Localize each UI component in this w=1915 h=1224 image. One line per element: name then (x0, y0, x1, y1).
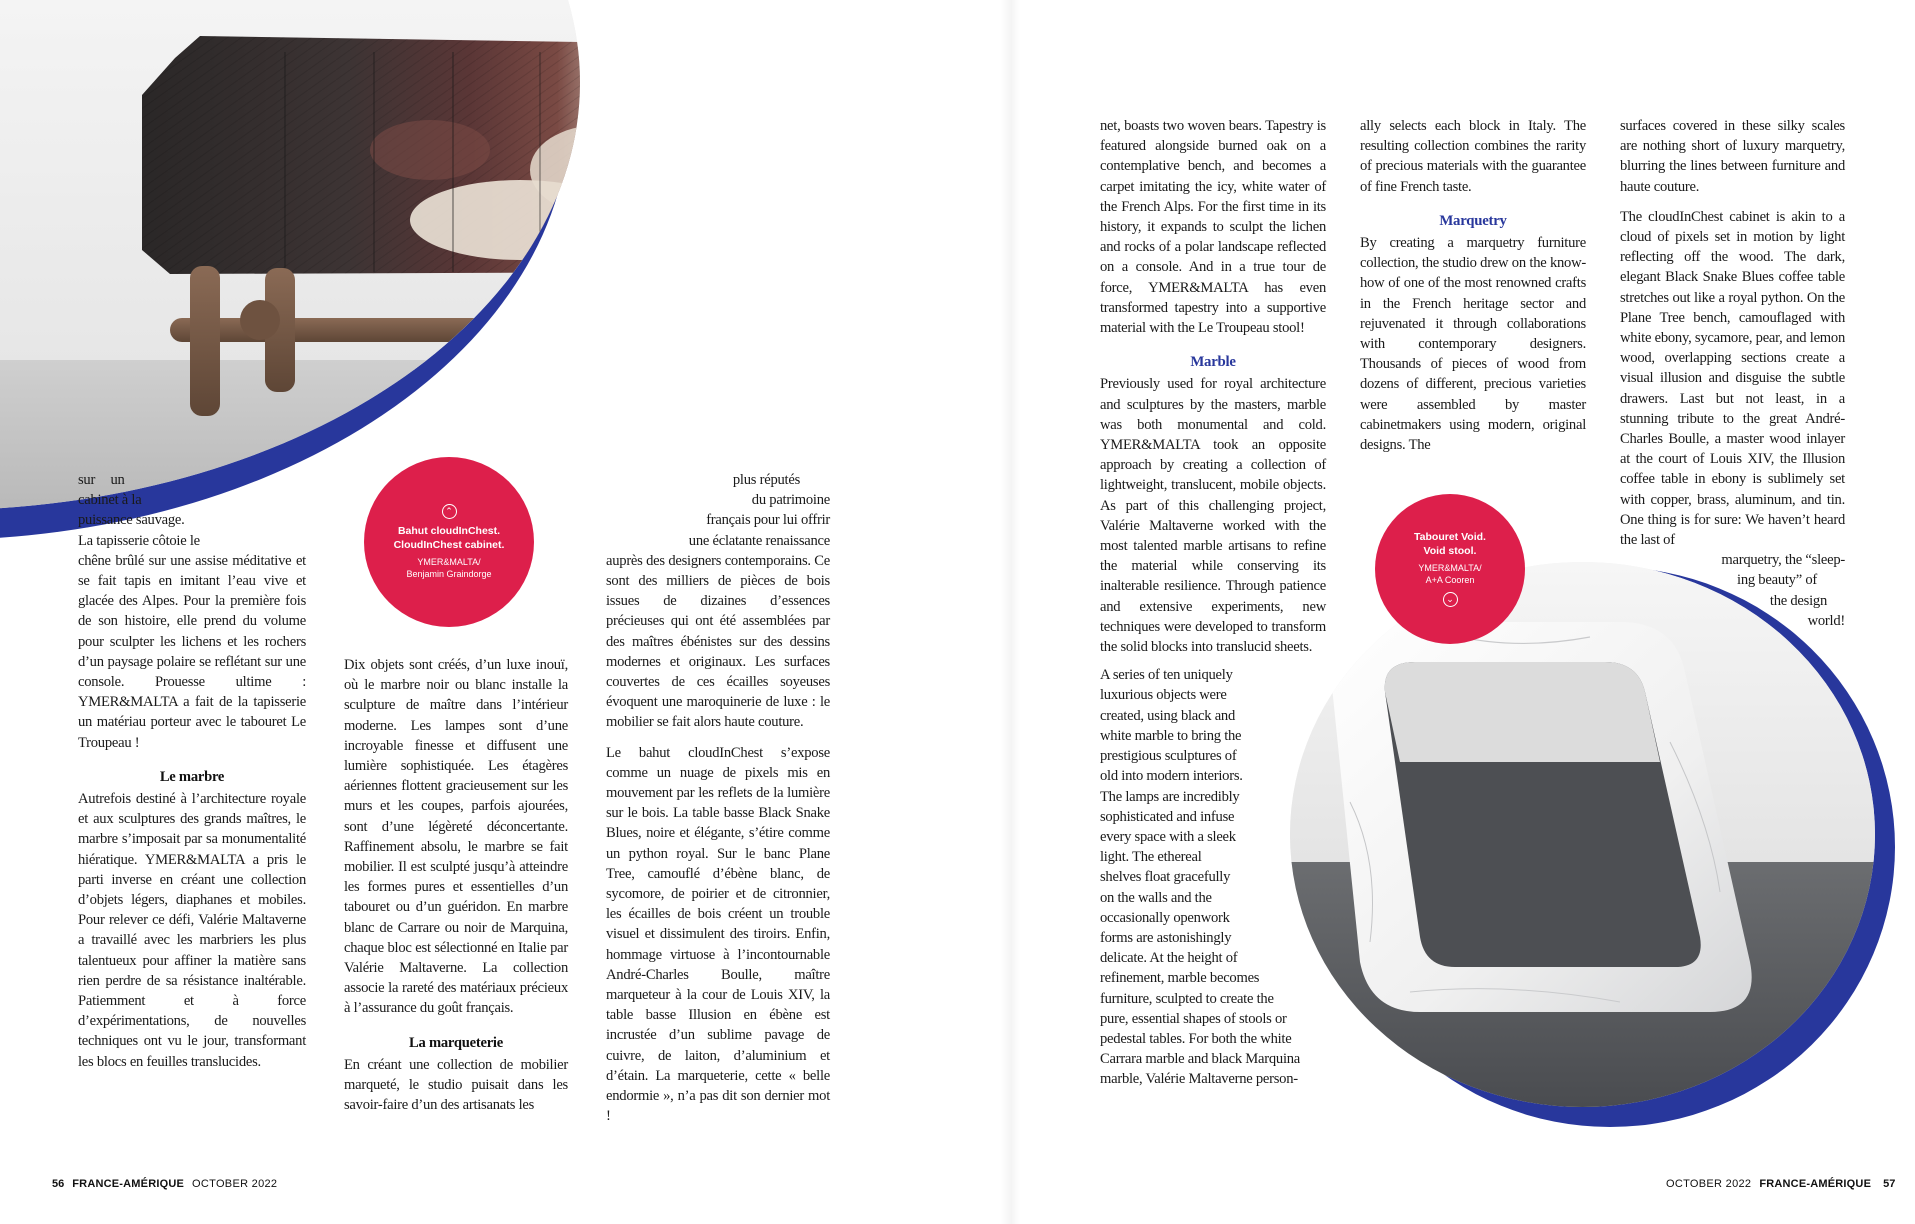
wrap-line: on the walls and the (1100, 889, 1212, 906)
wrap-line: forms are astonishingly (1100, 929, 1232, 946)
gutter-shadow (1000, 0, 1020, 1224)
wrap-line: français pour lui offrir (706, 512, 830, 529)
paragraph: ally selects each block in Italy. The resulting collection combines the rarity of precious materials with the guarantee of fine French taste. (1360, 118, 1586, 195)
wrap-line: La tapisserie côtoie le (78, 532, 200, 549)
en-column-2 (1360, 116, 1586, 455)
wrap-line: puissance sauvage. (78, 512, 185, 529)
fr-column-2 (344, 655, 568, 1115)
wrap-line: pure, essential shapes of stools or (1100, 1010, 1287, 1027)
en-column-1 (1100, 116, 1326, 1090)
caption-credit-line: A+A Cooren (1425, 574, 1475, 585)
paragraph: Autrefois destiné à l’architecture royale et aux sculptures des grands maîtres, le marbre s’imposait par sa monumentalité hiératique. YMER&MALTA a pris le parti inverse en créant une collection d’objets légers, diaphanes et mobiles. Pour relever ce défi, Valérie Maltaverne a travaillé avec les marbriers les plus talentueux pour affiner la matière sans rien perdre de sa résistance inaltérable. Patiemment et à force d’expérimentations, de nouvelles techniques ont vu le jour, transformant les blocs en feuilles translucides. (78, 791, 306, 1070)
wrap-line: delicate. At the height of (1100, 950, 1238, 967)
wrap-line: created, using black and (1100, 707, 1236, 724)
section-heading: La marqueterie (409, 1034, 503, 1051)
caption-credit-line: YMER&MALTA/ (417, 556, 481, 567)
stool-caption (1375, 494, 1525, 644)
wrap-line: sophisticated and infuse (1100, 808, 1235, 825)
wrap-line: luxurious objects were (1100, 687, 1227, 704)
wrap-line: A series of ten uniquely (1100, 667, 1233, 684)
section-heading: Marble (1190, 354, 1236, 371)
wrap-line: old into modern interiors. (1100, 768, 1243, 785)
fr-column-3 (606, 470, 830, 1127)
wrap-line: sur un (78, 472, 125, 488)
chevron-down-icon: ⌄ (1443, 592, 1458, 607)
caption-credit (1418, 562, 1481, 586)
wrap-line: une éclatante renaissance (688, 532, 830, 549)
wrap-line: refinement, marble becomes (1100, 970, 1260, 987)
paragraph: By creating a marquetry furniture collection, the studio drew on the know-how of one of the most renowned crafts in the French heritage sector and rejuvenated it through collaborations with contemporary designers. Thousands of pieces of wood from dozens of different, precious varieties were assembled by master cabinetmakers using modern, original designs. The (1360, 235, 1586, 454)
wrap-line: prestigious sculptures of (1100, 748, 1237, 765)
wrap-line: du patrimoine (751, 492, 830, 509)
wrap-line: shelves float gracefully (1100, 869, 1231, 886)
issue-date: OCTOBER 2022 (192, 1178, 278, 1190)
paragraph (1100, 665, 1326, 1089)
stool-illustration (1290, 562, 1875, 1107)
paragraph: Le bahut cloudInChest s’expose comme un nuage de pixels mis en mouvement par les reflets de la lumière sur le bois. La table basse Black Snake Blues, noire et élégante, s’étire comme un python royal. Sur le banc Plane Tree, camouflé d’ébène blanc, de sycomore, de poirier et de citronnier, les écailles de bois créent un trouble visuel et dissimulent des tiroirs. Enfin, hommage virtuose à l’incontournable André-Charles Boulle, maître marqueteur à la cour de Louis XIV, la table basse Illusion en ébène est incrustée d’un sublime pavage de cuivre, de laiton, d’aluminium et d’étain. La marqueterie, cette « belle endormie », n’a pas dit son dernier mot ! (606, 744, 830, 1125)
folio-right (1666, 1178, 1895, 1190)
caption-credit-line: Benjamin Graindorge (406, 568, 492, 579)
wrap-line: world! (1807, 612, 1845, 629)
page-number: 57 (1883, 1178, 1896, 1190)
paragraph: net, boasts two woven bears. Tapestry is featured alongside burned oak on a contemplative bench, and becomes a carpet imitating the icy, white water of the French Alps. For the first time in its history, it expands to sculpt the lichen and rocks of a polar landscape reflected on a console. And in a true tour de force, YMER&MALTA has even transformed tapestry into a supportive material with the Le Troupeau stool! (1100, 118, 1326, 337)
paragraph: auprès des designers contemporains. Ce sont des milliers de pièces de bois issues de dizaines d’essences précieuses qui ont été assemblées par des maîtres ébénistes sur des dessins modernes et originaux. Les surfaces couvertes de ces écailles soyeuses évoquent une maroquinerie de luxe : le mobilier se fait alors haute couture. (606, 552, 830, 731)
caption-credit (406, 556, 491, 580)
wrap-line: every space with a sleek (1100, 828, 1236, 845)
folio-left (52, 1178, 277, 1190)
fr-column-1 (78, 470, 306, 1072)
wrap-line: light. The ethereal (1100, 849, 1202, 866)
caption-credit-line: YMER&MALTA/ (1418, 562, 1482, 573)
wrap-line: furniture, sculpted to create the (1100, 990, 1274, 1007)
wrap-line: marquetry, the “sleep- (1721, 552, 1845, 569)
wrap-line: Carrara marble and black Marquina (1100, 1051, 1301, 1068)
paragraph: En créant une collection de mobilier marqueté, le studio puisait dans les savoir-faire d’un des artisanats les (344, 1056, 568, 1114)
caption-title-fr: Bahut cloudInChest. (397, 525, 501, 538)
caption-title-en: CloudInChest cabinet. (393, 538, 505, 551)
wrap-line: pedestal tables. For both the white (1100, 1030, 1292, 1047)
wrap-line: cabinet à la (78, 492, 142, 509)
wrap-line: white marble to bring the (1100, 727, 1242, 744)
issue-date: OCTOBER 2022 (1666, 1178, 1752, 1190)
cabinet-illustration (0, 0, 580, 510)
caption-title-fr: Tabouret Void. (1414, 531, 1486, 544)
en-column-3 (1620, 116, 1845, 631)
page-number: 56 (52, 1178, 65, 1190)
paragraph: surfaces covered in these silky scales are nothing short of luxury marquetry, blurring the lines between furniture and haute couture. (1620, 118, 1845, 195)
paragraph: chêne brûlé sur une assise méditative et se fait tapis en imitant l’eau vive et glacée des Alpes. Pour la première fois de son histoire, elle prend du volume pour sculpter les lichens et les rochers d’un paysage polaire se reflétant sur une console. Prouesse ultime : YMER&MALTA a fait de la tapisserie un matériau porteur avec le tabouret Le Troupeau ! (78, 552, 306, 751)
wrap-line: The lamps are incredibly (1100, 788, 1240, 805)
wrap-line: ing beauty” of (1737, 572, 1817, 589)
section-heading: Marquetry (1439, 212, 1507, 229)
chevron-up-icon: ⌃ (442, 504, 457, 519)
cabinet-photo (0, 0, 580, 510)
publication-name: FRANCE-AMÉRIQUE (72, 1178, 185, 1190)
paragraph: The cloudInChest cabinet is akin to a cloud of pixels set in motion by light reflecting off the wood. The dark, elegant Black Snake Blues coffee table stretches out like a royal python. On the Plane Tree bench, camouflaged with white ebony, sycamore, pear, and lemon wood, overlapping sections create a visual illusion and disguise the subtle drawers. Last but not least, in a stunning tribute to the great André-Charles Boulle, a master wood inlayer at the court of Louis XIV, the Illusion coffee table in ebony is sublimely set with copper, brass, aluminum, and tin. One thing is for sure: We haven’t heard the last of (1620, 208, 1845, 549)
publication-name: FRANCE-AMÉRIQUE (1759, 1178, 1872, 1190)
caption-title-en: Void stool. (1423, 544, 1477, 557)
paragraph: Dix objets sont créés, d’un luxe inouï, où le marbre noir ou blanc installe la sculpture de maître dans l’intérieur moderne. Les lampes sont d’une incroyable finesse et diffusent une lumière sophistiquée. Les étagères aériennes flottent gracieusement sur les murs et les coupes, parfois ajourées, sont d’une légèreté déconcertante. Raffinement absolu, le marbre se fait mobilier. Il est sculpté jusqu’à atteindre les formes pures et essentielles d’un tabouret ou d’un guéridon. En marbre blanc de Carrare ou noir de Marquina, chaque bloc est sélectionné en Italie par Valérie Maltaverne. La collection associe la rareté des matériaux précieux à l’assurance du goût français. (344, 657, 568, 1017)
section-heading: Le marbre (159, 768, 225, 785)
stool-photo (1290, 562, 1875, 1107)
wrap-line: marble, Valérie Maltaverne person- (1100, 1071, 1298, 1088)
wrap-line: plus réputés (732, 472, 800, 488)
paragraph: Previously used for royal architecture and sculptures by the masters, marble was both monumental and cold. YMER&MALTA took an opposite approach by creating a collection of lightweight, translucent, mobile objects. As part of this challenging project, Valérie Maltaverne worked with the most talented marble artisans to refine the material while conserving its inalterable resilience. Through patience and extensive experiments, new techniques were developed to transform the solid blocks into translucid sheets. (1100, 376, 1326, 656)
cabinet-caption (364, 457, 534, 627)
wrap-line: the design (1769, 592, 1827, 609)
wrap-line: occasionally openwork (1100, 909, 1230, 926)
